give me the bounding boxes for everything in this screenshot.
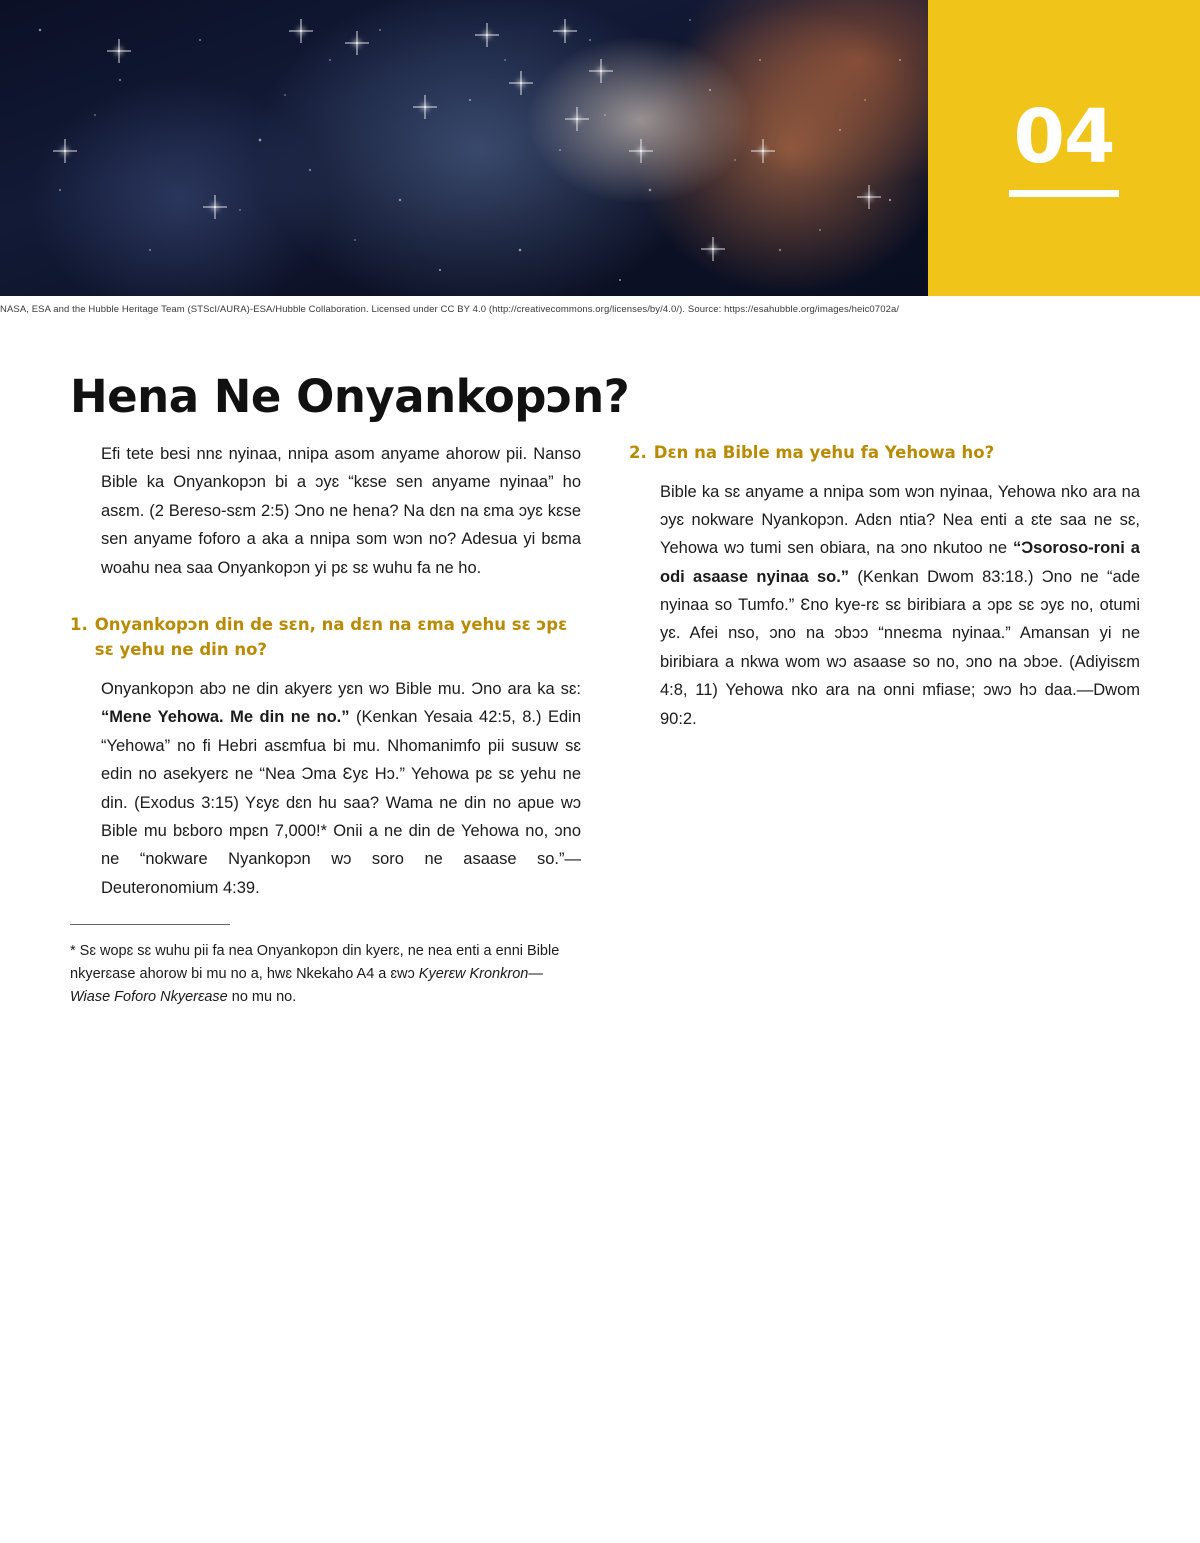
question-1-text: Onyankopɔn din de sɛn, na dɛn na ɛma yehu sɛ ɔpɛ sɛ yehu ne din no?	[94, 614, 568, 660]
badge-underline	[1009, 190, 1119, 197]
hubble-nebula-image	[0, 0, 928, 296]
answer-2	[629, 478, 1140, 733]
lesson-number-badge	[928, 0, 1200, 296]
column-left	[70, 440, 581, 1024]
question-1-number: 1.	[70, 614, 88, 634]
footnote-italic-title: Kyerɛw Kronkron—Wiase Foforo Nkyerɛase	[70, 965, 543, 1006]
question-2-text: Dɛn na Bible ma yehu fa Yehowa ho?	[653, 443, 995, 462]
question-1-heading	[70, 612, 581, 663]
answer-2-part1: Bible ka sɛ anyame a nnipa som wɔn nyinaa, Yehowa nko ara na ɔyɛ nokware Nyankopɔn. Adɛn ntia? Nea enti a ɛte saa ne sɛ, Yehowa wɔ tumi sen obiara, na ɔno nkutoo ne	[660, 482, 1140, 558]
footnote-divider	[70, 924, 230, 925]
image-credit: NASA, ESA and the Hubble Heritage Team (STScI/AURA)-ESA/Hubble Collaboration. Licensed under CC BY 4.0 (http://creativecommons.org/licenses/by/4.0/). Source: https://esahubble.org/images/heic0702a/	[0, 304, 900, 315]
answer-1-paragraph	[101, 675, 581, 902]
footnote-text	[70, 940, 581, 1010]
answer-2-quote: “Ɔsoroso-roni a odi asaase nyinaa so.”	[660, 539, 1140, 586]
answer-2-part2: (Kenkan Dwom 83:18.) Ɔno ne “ade nyinaa so Tumfo.” Ɛno kye-rɛ sɛ biribiara a ɔpɛ sɛ ɔyɛ no, otumi yɛ. Afei nso, ɔno na ɔbɔɔ “nneɛma nyinaa.” Amansan yi ne biribiara a nkwa wom wɔ asaase so no, ɔno na ɔbɔe. (Adiyisɛm 4:8, 11) Yehowa nko ara na onni mfiase; ɔwɔ hɔ daa.—Dwom 90:2.	[660, 567, 1140, 728]
page-title: Hena Ne Onyankopɔn?	[70, 370, 630, 424]
column-right	[629, 440, 1140, 1024]
hero-banner	[0, 0, 1200, 296]
footnote-part1: * Sɛ wopɛ sɛ wuhu pii fa nea Onyankopɔn din kyerɛ, ne nea enti a enni Bible nkyerɛase ahorow bi mu no a, hwɛ Nkekaho A4 a ɛwɔ	[70, 942, 560, 982]
footnote-part2: no mu no.	[227, 989, 297, 1006]
answer-1-quote: “Mene Yehowa. Me din ne no.”	[101, 708, 350, 727]
answer-2-paragraph	[660, 478, 1140, 733]
lesson-number: 04	[1013, 93, 1115, 180]
intro-text: Efi tete besi nnɛ nyinaa, nnipa asom anyame ahorow pii. Nanso Bible ka Onyankopɔn bi a ɔyɛ “kɛse sen anyame nyinaa” ho asɛm. (2 Bereso-sɛm 2:5) Ɔno ne hena? Na dɛn na ɛma ɔyɛ kɛse sen anyame foforo a aka a nnipa som wɔn no? Adesua yi bɛma woahu nea saa Onyankopɔn yi pɛ sɛ wuhu fa ne ho.	[101, 445, 581, 577]
article-columns	[70, 440, 1140, 1024]
answer-1-part1: Onyankopɔn abɔ ne din akyerɛ yɛn wɔ Bible mu. Ɔno ara ka sɛ:	[101, 680, 581, 698]
answer-1	[70, 675, 581, 902]
question-2-number: 2.	[629, 443, 647, 462]
intro-paragraph	[70, 440, 581, 582]
footnote-block	[70, 924, 581, 1010]
answer-1-part2: (Kenkan Yesaia 42:5, 8.) Edin “Yehowa” no fi Hebri asɛmfua bi mu. Nhomanimfo pii susuw sɛ edin no asekyerɛ ne “Nea Ɔma Ɛyɛ Hɔ.” Yehowa pɛ sɛ yehu ne din. (Exodus 3:15) Yɛyɛ dɛn hu saa? Wama ne din no apue wɔ Bible mu bɛboro mpɛn 7,000!* Onii a ne din de Yehowa no, ɔno ne “nokware Nyankopɔn wɔ soro ne asaase so.”—Deuteronomium 4:39.	[101, 708, 582, 897]
question-2-heading	[629, 440, 1140, 466]
